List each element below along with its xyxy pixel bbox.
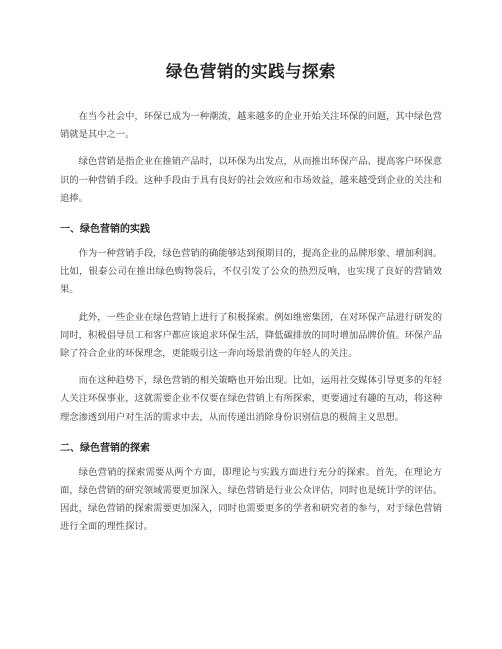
practice-paragraph-3: 而在这种趋势下，绿色营销的相关策略也开始出现。比如，运用社交媒体引导更多的年轻人关注环保事业，这就需要企业不仅要在绿色营销上有所探索，更要通过有趣的互动，将这种理念渗透到用户对生活的需求中去，从而传递出消除身份识别信息的极简主义思想。 (60, 375, 442, 423)
intro-paragraph-2: 绿色营销是指企业在推销产品时，以环保为出发点，从而推出环保产品、提高客户环保意识的一种营销手段。这种手段由于具有良好的社会效应和市场效益，越来越受到企业的关注和追捧。 (60, 156, 442, 204)
exploration-paragraph-1: 绿色营销的探索需要从两个方面，即理论与实践方面进行充分的探索。首先，在理论方面，绿色营销的研究领域需要更加深入，绿色营销是行业公众评估，同时也是统计学的评估。因此，绿色营销的探索需要更加深入，同时也需要更多的学者和研究者的参与，对于绿色营销进行全面的理性探讨。 (60, 466, 442, 533)
document-title: 绿色营销的实践与探索 (166, 62, 336, 81)
section-heading-practice: 一、绿色营销的实践 (60, 224, 150, 236)
practice-paragraph-1: 作为一种营销手段，绿色营销的确能够达到预期目的，提高企业的品牌形象、增加利润。比如，银泰公司在推出绿色购物袋后，不仅引发了公众的热烈反响，也实现了良好的营销效果。 (60, 248, 442, 296)
section-heading-exploration: 二、绿色营销的探索 (60, 442, 150, 454)
intro-paragraph-1: 在当今社会中，环保已成为一种潮流，越来越多的企业开始关注环保的问题，其中绿色营销就是其中之一。 (60, 111, 442, 141)
practice-paragraph-2: 此外，一些企业在绿色营销上进行了积极探索。例如维密集团，在对环保产品进行研发的同时，积极倡导员工和客户都应该追求环保生活，降低碳排放的同时增加品牌价值。环保产品除了符合企业的环保理念，更能吸引这一奔向场景消费的年轻人的关注。 (60, 311, 442, 360)
